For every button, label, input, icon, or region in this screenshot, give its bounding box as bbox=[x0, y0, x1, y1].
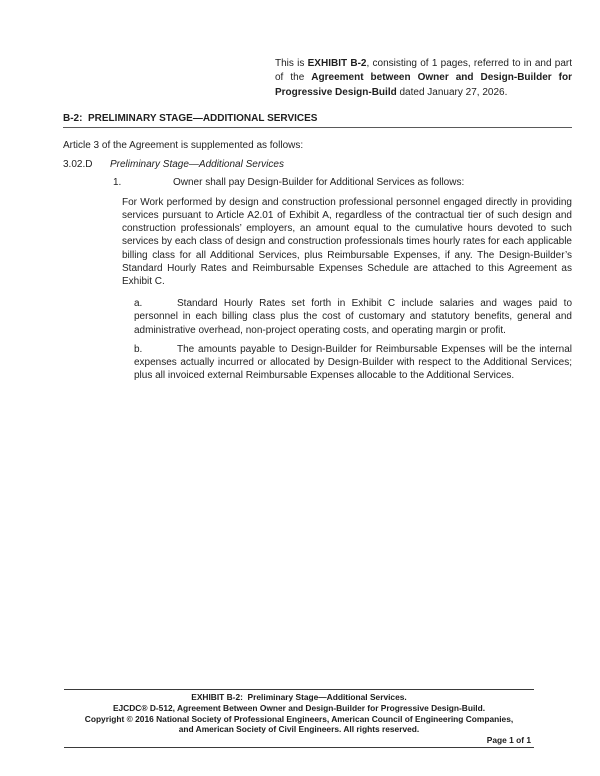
list-item-1-number: 1. bbox=[113, 176, 122, 188]
notice-agreement-name: Agreement between Owner and Design-Builder for Progressive Design-Build bbox=[275, 72, 572, 98]
article-supplement-line: Article 3 of the Agreement is supplemented as follows: bbox=[63, 140, 304, 152]
sub-item-a bbox=[134, 297, 572, 337]
notice-text-post: dated January 27, 2026. bbox=[396, 86, 508, 98]
sub-item-a-label: a. bbox=[134, 298, 143, 310]
section-heading: B-2: PRELIMINARY STAGE—ADDITIONAL SERVICES bbox=[63, 112, 572, 128]
clause-title: Preliminary Stage—Additional Services bbox=[110, 159, 284, 171]
footer-copyright-line2: and American Society of Civil Engineers. All rights reserved. bbox=[178, 724, 420, 735]
notice-text-pre: This is bbox=[275, 58, 308, 69]
sub-item-a-text: Standard Hourly Rates set forth in Exhibit C include salaries and wages paid to personnel in each billing class plus the cost of customary and statutory benefits, general and administrative overhead, non-project operating costs, and operating margin or profit. bbox=[134, 298, 572, 336]
clause-line bbox=[63, 158, 572, 171]
notice-exhibit-name: EXHIBIT B-2 bbox=[307, 58, 367, 69]
list-item-1 bbox=[113, 176, 572, 189]
page-number: Page 1 of 1 bbox=[486, 735, 531, 746]
item-1-paragraph: For Work performed by design and construction professional personnel engaged directly in providing services pursuant to Article A2.01 of Exhibit A, regardless of the contractual tier of such design and construction professionals’ employers, an amount equal to the cumulative hours devoted to such services by each class of design and construction professionals times hourly rates for each applicable billing class for all Additional Services, plus Reimbursable Expenses, if any. The Design-Builder’s Standard Hourly Rates and Reimbursable Expenses Schedule are attached to this Agreement as Exhibit C. bbox=[122, 196, 572, 287]
notice-text-mid: , consisting of 1 pages, referred to in and part of the bbox=[275, 58, 573, 84]
footer-exhibit-title: EXHIBIT B-2: Preliminary Stage—Additional Services. bbox=[191, 692, 407, 702]
footer-document-title: EJCDC® D-512, Agreement Between Owner and Design-Builder for Progressive Design-Build. bbox=[112, 702, 486, 713]
exhibit-notice bbox=[275, 57, 572, 100]
document-content bbox=[63, 0, 572, 382]
list-item-1-text: Owner shall pay Design-Builder for Additional Services as follows: bbox=[173, 176, 465, 188]
sub-item-b bbox=[134, 343, 572, 383]
clause-number: 3.02.D bbox=[63, 159, 93, 171]
footer-copyright-line1: Copyright © 2016 National Society of Professional Engineers, American Council of Engineering Companies, bbox=[84, 713, 514, 724]
sub-item-b-text: The amounts payable to Design-Builder for Reimbursable Expenses will be the internal expenses actually incurred or allocated by Design-Builder with respect to the Additional Services; plus all invoiced external Reimbursable Expenses allocable to the Additional Services. bbox=[134, 343, 572, 382]
page-footer bbox=[64, 689, 534, 748]
sub-item-b-label: b. bbox=[134, 343, 143, 355]
